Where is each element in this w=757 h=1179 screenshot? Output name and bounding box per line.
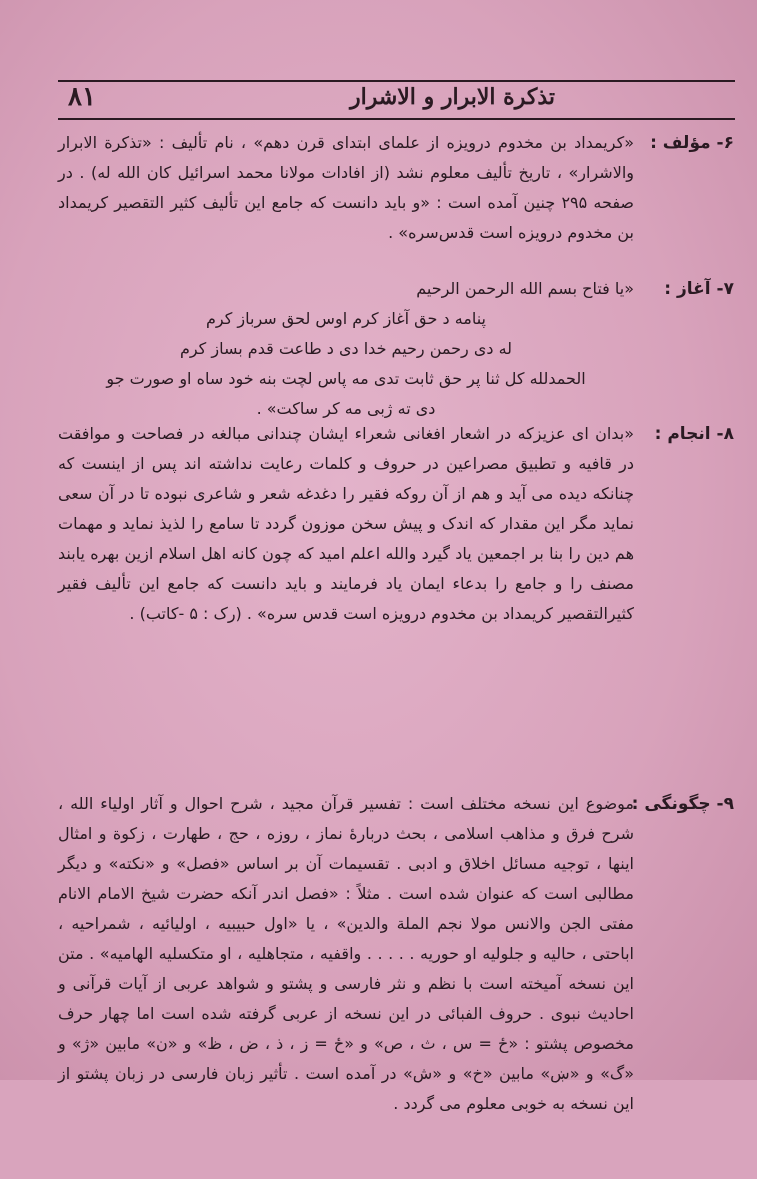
entry-label-explicit: ۸- انجام :: [654, 424, 734, 444]
entry-text-author: [58, 128, 634, 248]
entry-paragraph: «بدان ای عزیزکه در اشعار افغانی شعراء ایشان چندانی مبالغه در فصاحت و موافقت در قافیه و تطبیق مصراعین در حروف و کلمات رعایت نداشته اند پس از اینست که چنانکه دیده می آید و هم از آن روکه فقیر را دغدغه شعر و شاعری نبوده تا در آن سعی نماید مگر این مقدار که اندک و پیش سخن موزون گردد تا سامع را لذیذ نماید و مهمات هم دین را بنا بر اجمعین یاد گیرد والله اعلم امید که چون کانه اهل اسلام ازین بهره یابند مصنف را و جامع را بدعاء ایمان یاد فرمایند و باید دانست که جامع این تألیف فقیر کثیرالتقصیر کریمداد بن مخدوم درویزه است قدس سره» . (رک : ۵ -کاتب) .: [58, 424, 634, 623]
page-number: ۸۱: [68, 82, 96, 112]
entry-author: [20, 128, 742, 274]
entry-label-author: ۶- مؤلف :: [650, 133, 734, 153]
entry-description: [20, 789, 742, 1179]
verse-line: له دی رحمن رحیم خدا دی د طاعت قدم بساز کرم: [179, 339, 513, 358]
entry-text-description: [58, 789, 634, 1119]
header-rule-top: [58, 80, 735, 82]
entry-paragraph: موضوع این نسخه مختلف است : تفسیر قرآن مجید ، شرح احوال و آثار اولیاء الله ، شرح فرق و مذاهب اسلامی ، بحث دربارهٔ نماز ، روزه ، حج ، طهارت ، زکوة و امثال اینها ، توجیه مسائل اخلاق و ادبی . تقسیمات آن بر اساس «فصل» و «نکته» و دیگر مطالبی است که عنوان شده است . مثلاً : «فصل اندر آنکه حضرت شیخ الامام الانام مفتی الجن والانس مولا نجم الملة والدین» ، یا «اول حبیبیه ، اولیائیه ، شمراحیه ، اباحتی ، حالیه و جلولیه او حوریه . . . . . واقفیه ، متجاهلیه ، او متکسلیه الهامیه» . متن این نسخه آمیخته است با نظم و نثر فارسی و پشتو و شواهد عربی از آیات قرآنی و احادیث نبوی . حروف الفبائی در این نسخه از عربی گرفته شده است اما چهار حرف مخصوص پشتو : «ځ = س ، ث ، ص» و «ځ = ز ، ذ ، ض ، ظ» و «ن» مابین «ژ» و «گ» و «ښ» مابین «خ» و «ش» در آمده است . تأثیر زبان فارسی در زبان پشتو از این نسخه به خوبی معلوم می گردد .: [58, 794, 634, 1113]
verse-line: دی ته ژبی مه کر ساکت» .: [256, 399, 436, 418]
verse-line: پنامه د حق آغاز کرم اوس لحق سرباز کرم: [205, 309, 486, 328]
verse-line: الحمدلله کل ثنا پر حق ثابت تدی مه پاس لچت بنه خود ساه او صورت جو: [106, 369, 586, 388]
entry-incipit: [20, 274, 742, 419]
entry-paragraph: «یا فتاح بسم الله الرحمن الرحیم: [416, 279, 634, 298]
entry-text-incipit: [58, 274, 634, 424]
entry-text-explicit: [58, 419, 634, 629]
entry-paragraph: «کریمداد بن مخدوم درویزه از علمای ابتدای قرن دهم» ، نام تألیف : «تذکرة الابرار والاشرار» ، تاریخ تألیف معلوم نشد (از افادات مولانا محمد اسرائیل کان الله له) . در صفحه ۲۹۵ چنین آمده است : «و باید دانست که جامع این تألیف کثیر التقصیر کریمداد بن مخدوم درویزه است قدس‌سره» .: [58, 133, 635, 242]
incipit-verse: [58, 304, 634, 424]
running-title: تذکرة الابرار و الاشرار: [349, 84, 555, 110]
running-header: [58, 84, 735, 116]
header-rule-bottom: [58, 118, 735, 120]
entry-explicit: [20, 419, 742, 789]
catalog-entries: [20, 128, 742, 1179]
entry-label-description: ۹- چگونگی :: [631, 794, 734, 814]
entry-label-incipit: ۷- آغاز :: [664, 279, 734, 299]
